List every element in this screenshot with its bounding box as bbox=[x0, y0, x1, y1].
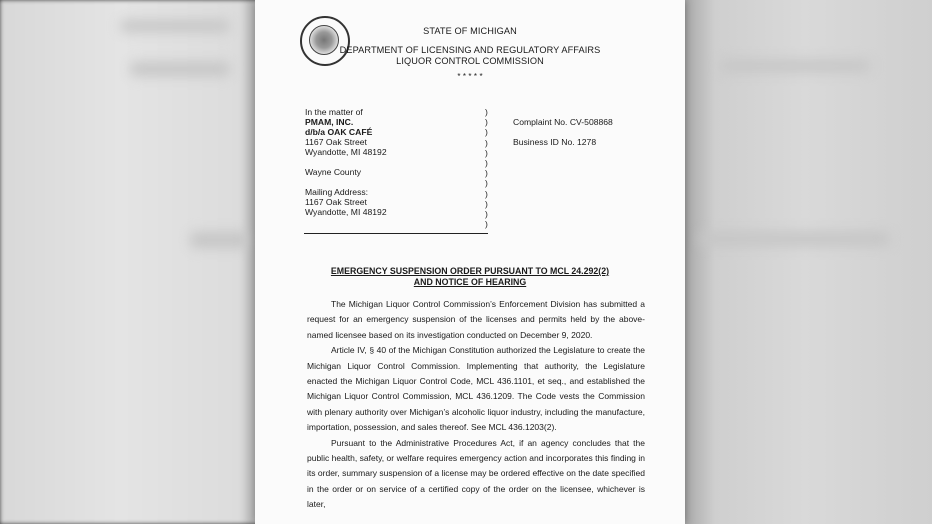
header-department: DEPARTMENT OF LICENSING AND REGULATORY AFFAIRS bbox=[339, 45, 601, 55]
caption-city: Wyandotte, MI 48192 bbox=[305, 147, 387, 157]
header-commission: LIQUOR CONTROL COMMISSION bbox=[396, 56, 544, 66]
blurred-text-smudge bbox=[130, 62, 230, 76]
order-title-line1: EMERGENCY SUSPENSION ORDER PURSUANT TO MCL 24.292(2) bbox=[330, 266, 610, 276]
blurred-text-smudge bbox=[190, 232, 250, 248]
blurred-text-smudge bbox=[720, 60, 870, 72]
header-separator: * * * * * bbox=[457, 72, 483, 81]
caption-underline bbox=[304, 233, 488, 234]
paragraph-3: Pursuant to the Administrative Procedures Act, if an agency concludes that the public health, safety, or welfare requires emergency action and incorporates this finding in its order, summary suspension of a license may be ordered effective on the date specified in the order or on service of a certified copy of the order on the licensee, whichever is later, bbox=[307, 437, 645, 510]
caption-county: Wayne County bbox=[305, 167, 362, 177]
caption-licensee: PMAM, INC. bbox=[305, 117, 354, 127]
caption-dba: d/b/a OAK CAFÉ bbox=[305, 127, 373, 137]
paragraph-1: The Michigan Liquor Control Commission’s Enforcement Division has submitted a request for an emergency suspension of the licenses and permits held by the above-named licensee based on its investigation conducted on December 9, 2020. bbox=[307, 299, 645, 340]
order-body bbox=[307, 297, 645, 513]
order-title-line2: AND NOTICE OF HEARING bbox=[413, 277, 527, 287]
caption-address: 1167 Oak Street bbox=[305, 137, 367, 147]
caption-mailing-label: Mailing Address: bbox=[305, 187, 369, 197]
blurred-text-smudge bbox=[700, 232, 890, 246]
caption-mailing-address: 1167 Oak Street bbox=[305, 197, 367, 207]
paragraph-2: Article IV, § 40 of the Michigan Constitution authorized the Legislature to create the Michigan Liquor Control Commission. Implementing that authority, the Legislature enacted the Michigan Liquor Control Code, MCL 436.1101, et seq., and established the Michigan Liquor Control Commission, MCL 436.1209. The Code vests the Commission with plenary authority over Michigan’s alcoholic liquor industry, including the manufacture, importation, possession, and sales thereof. See MCL 436.1203(2). bbox=[307, 345, 645, 433]
caption-parentheses: ) ) ) ) ) ) ) ) ) ) ) ) bbox=[485, 107, 488, 230]
business-id: Business ID No. 1278 bbox=[513, 137, 597, 147]
blurred-text-smudge bbox=[120, 20, 230, 32]
blurred-background-right bbox=[685, 0, 932, 524]
header-state: STATE OF MICHIGAN bbox=[423, 26, 517, 36]
complaint-number: Complaint No. CV-508868 bbox=[513, 117, 613, 127]
caption-mailing-city: Wyandotte, MI 48192 bbox=[305, 207, 387, 217]
caption-matter: In the matter of bbox=[305, 107, 363, 117]
document-page bbox=[255, 0, 685, 524]
